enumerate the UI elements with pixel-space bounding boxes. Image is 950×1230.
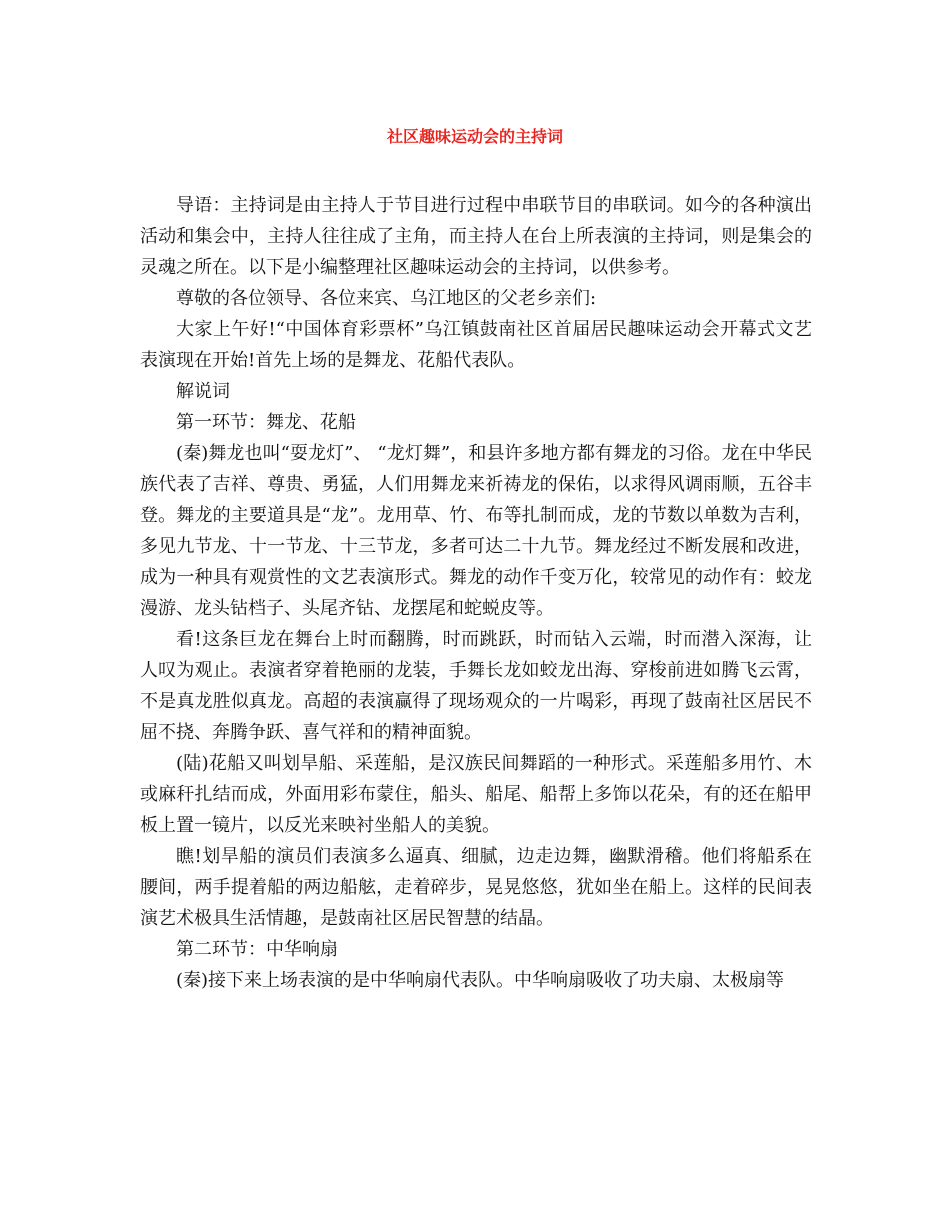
paragraph-intro: 导语：主持词是由主持人于节目进行过程中串联节目的串联词。如今的各种演出活动和集会中，主持人往往成了主角，而主持人在台上所表演的主持词，则是集会的灵魂之所在。以下是小编整理社区趣味运动会的主持词，以供参考。 [140,195,812,278]
paragraph-flower-boat: (陆)花船又叫划旱船、采莲船，是汉族民间舞蹈的一种形式。采莲船多用竹、木或麻秆扎结而成，外面用彩布蒙住，船头、船尾、船帮上多饰以花朵，有的还在船甲板上置一镜片，以反光来映衬坐船人的美貌。 [140,753,812,836]
document-title: 社区趣味运动会的主持词 [386,127,563,146]
paragraph-greeting: 尊敬的各位领导、各位来宾、乌江地区的父老乡亲们: [176,288,597,309]
paragraph-dragon-dance: (秦)舞龙也叫“耍龙灯”、 “龙灯舞”，和县许多地方都有舞龙的习俗。龙在中华民族代表了吉祥、尊贵、勇猛，人们用舞龙来祈祷龙的保佑，以求得风调雨顺，五谷丰登。舞龙的主要道具是“龙”。龙用草、竹、布等扎制而成，龙的节数以单数为吉利，多见九节龙、十一节龙、十三节龙，多者可达二十九节。舞龙经过不断发展和改进，成为一种具有观赏性的文艺表演形式。舞龙的动作千变万化，较常见的动作有：蛟龙漫游、龙头钻档子、头尾齐钻、龙摆尾和蛇蜕皮等。 [140,443,812,619]
paragraph-opening: 大家上午好!“中国体育彩票杯”乌江镇鼓南社区首届居民趣味运动会开幕式文艺表演现在开始!首先上场的是舞龙、花船代表队。 [140,319,812,371]
section-heading-part-two: 第二环节：中华响扇 [176,939,338,960]
section-heading-part-one: 第一环节：舞龙、花船 [176,412,356,433]
paragraph-dragon-show: 看!这条巨龙在舞台上时而翻腾，时而跳跃，时而钻入云端，时而潜入深海，让人叹为观止。表演者穿着艳丽的龙装，手舞长龙如蛟龙出海、穿梭前进如腾飞云霄，不是真龙胜似真龙。高超的表演赢得了现场观众的一片喝彩，再现了鼓南社区居民不屈不挠、奔腾争跃、喜气祥和的精神面貌。 [140,629,812,743]
paragraph-fan-team: (秦)接下来上场表演的是中华响扇代表队。中华响扇吸收了功夫扇、太极扇等 [176,970,785,991]
document-body [140,190,812,996]
paragraph-boat-show: 瞧!划旱船的演员们表演多么逼真、细腻，边走边舞，幽默滑稽。他们将船系在腰间，两手提着船的两边船舷，走着碎步，晃晃悠悠，犹如坐在船上。这样的民间表演艺术极具生活情趣，是鼓南社区居民智慧的结晶。 [140,846,812,929]
section-heading-commentary: 解说词 [176,381,230,402]
